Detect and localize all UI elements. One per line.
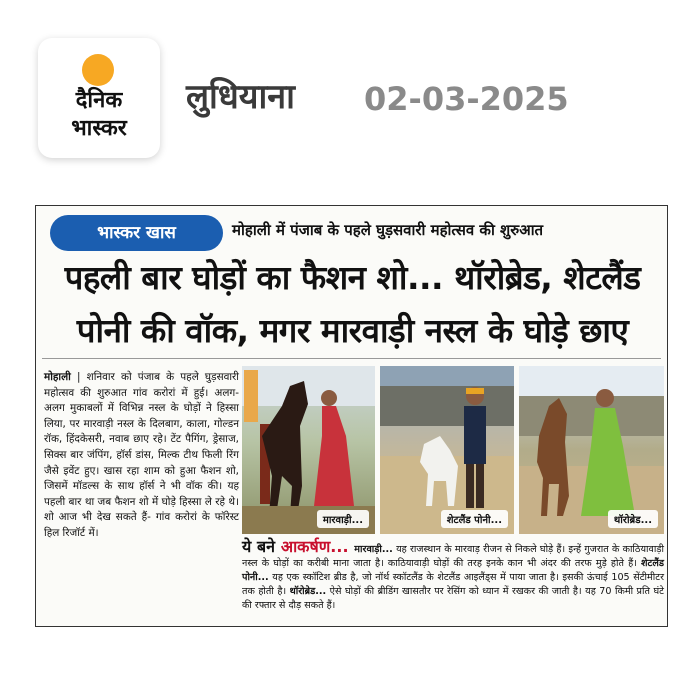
attractions-title — [242, 537, 354, 556]
article-body — [44, 370, 239, 622]
sun-icon — [82, 54, 114, 86]
edition-date: 02-03-2025 — [364, 80, 569, 118]
logo-text-line2: भास्कर — [71, 116, 127, 141]
thoroughbred-illustration — [519, 366, 664, 534]
logo-text-line1: दैनिक — [75, 88, 123, 113]
attractions-title-highlight: आकर्षण... — [280, 537, 349, 556]
dainik-bhaskar-logo — [38, 38, 160, 158]
attraction-name-thoroughbred: थॉरोब्रेड... — [289, 586, 327, 597]
headline-line-2: पोनी की वॉक, मगर मारवाड़ी नस्ल के घोड़े छाए — [76, 311, 629, 350]
caption-shetland: शेटलैंड पोनी... — [441, 510, 508, 528]
body-text: | शनिवार को पंजाब के पहले घुड़सवारी महोत्सव की शुरुआत गांव करोरां में हुई। अलग-अलग मुकाबलों में विभिन्न नस्ल के घोड़ों ने हिस्सा लिया, पर मारवाड़ी नस्ल के दिलबाग, काला, गोल्डन रॉक, हिंदकेसरी, नवाब छाए रहे। टेंट पैगिंग, ड्रेसाज, सिक्स बार जंपिंग, हॉर्स डांस, मिल्क टीथ फिली रिंग जैसे इवेंट हुए। खास रहा शाम को हुआ फैशन शो, जिसमें मॉडल्स के साथ हॉर्स ने भी वॉक की। यह पहली बार था जब फैशन शो में घोड़े हिस्सा ले रहे थे। शो आज भी देख सकते हैं- गांव करोरां के फॉरेस्ट हिल रिजॉर्ट में। — [44, 371, 239, 539]
city-name: लुधियाना — [186, 77, 295, 117]
attraction-text-marwari: यह राजस्थान के मारवाड़ रीजन से निकले घोड़े हैं। इन्हें गुजरात के काठियावाड़ी नस्ल के घोड़ों का करीबी माना जाता है। काठियावाड़ी घोड़ों की तरह इनके कान भी अंदर की तरफ मुड़े होते हैं। — [242, 544, 664, 569]
kicker-badge: भास्कर खास — [50, 215, 223, 251]
strap-line: मोहाली में पंजाब के पहले घुड़सवारी महोत्सव की शुरुआत — [232, 221, 544, 239]
marwari-horse-illustration — [242, 366, 375, 534]
attraction-text-shetland: यह एक स्कॉटिश ब्रीड है, जो नॉर्थ स्कॉटलैंड के शेटलैंड आइलैंड्स में पाया जाता है। इसकी ऊंचाई 105 सेंटीमीटर तक होती है। — [242, 572, 664, 597]
photo-thoroughbred — [519, 366, 664, 534]
headline-line-1: पहली बार घोड़ों का फैशन शो... थॉरोब्रेड, शेटलैंड — [64, 258, 641, 297]
attraction-text-thoroughbred: ऐसे घोड़ों की ब्रीडिंग खासतौर पर रेसिंग को ध्यान में रखकर की जाती है। यह 70 किमी प्रति घंटे की रफ्तार से दौड़ सकते हैं। — [242, 586, 664, 611]
news-clipping — [35, 205, 668, 627]
caption-marwari: मारवाड़ी... — [317, 510, 369, 528]
attraction-name-shetland: शेटलैंड पोनी... — [242, 558, 664, 583]
attractions-title-prefix: ये बने — [242, 537, 276, 556]
divider — [42, 358, 661, 359]
caption-thoroughbred: थॉरोब्रेड... — [608, 510, 658, 528]
shetland-pony-illustration — [380, 366, 514, 534]
attraction-name-marwari: मारवाड़ी... — [354, 544, 393, 555]
photo-marwari — [242, 366, 375, 534]
attractions-box — [242, 537, 664, 624]
dateline: मोहाली — [44, 371, 71, 383]
photo-strip — [242, 366, 664, 534]
photo-shetland-pony — [380, 366, 514, 534]
